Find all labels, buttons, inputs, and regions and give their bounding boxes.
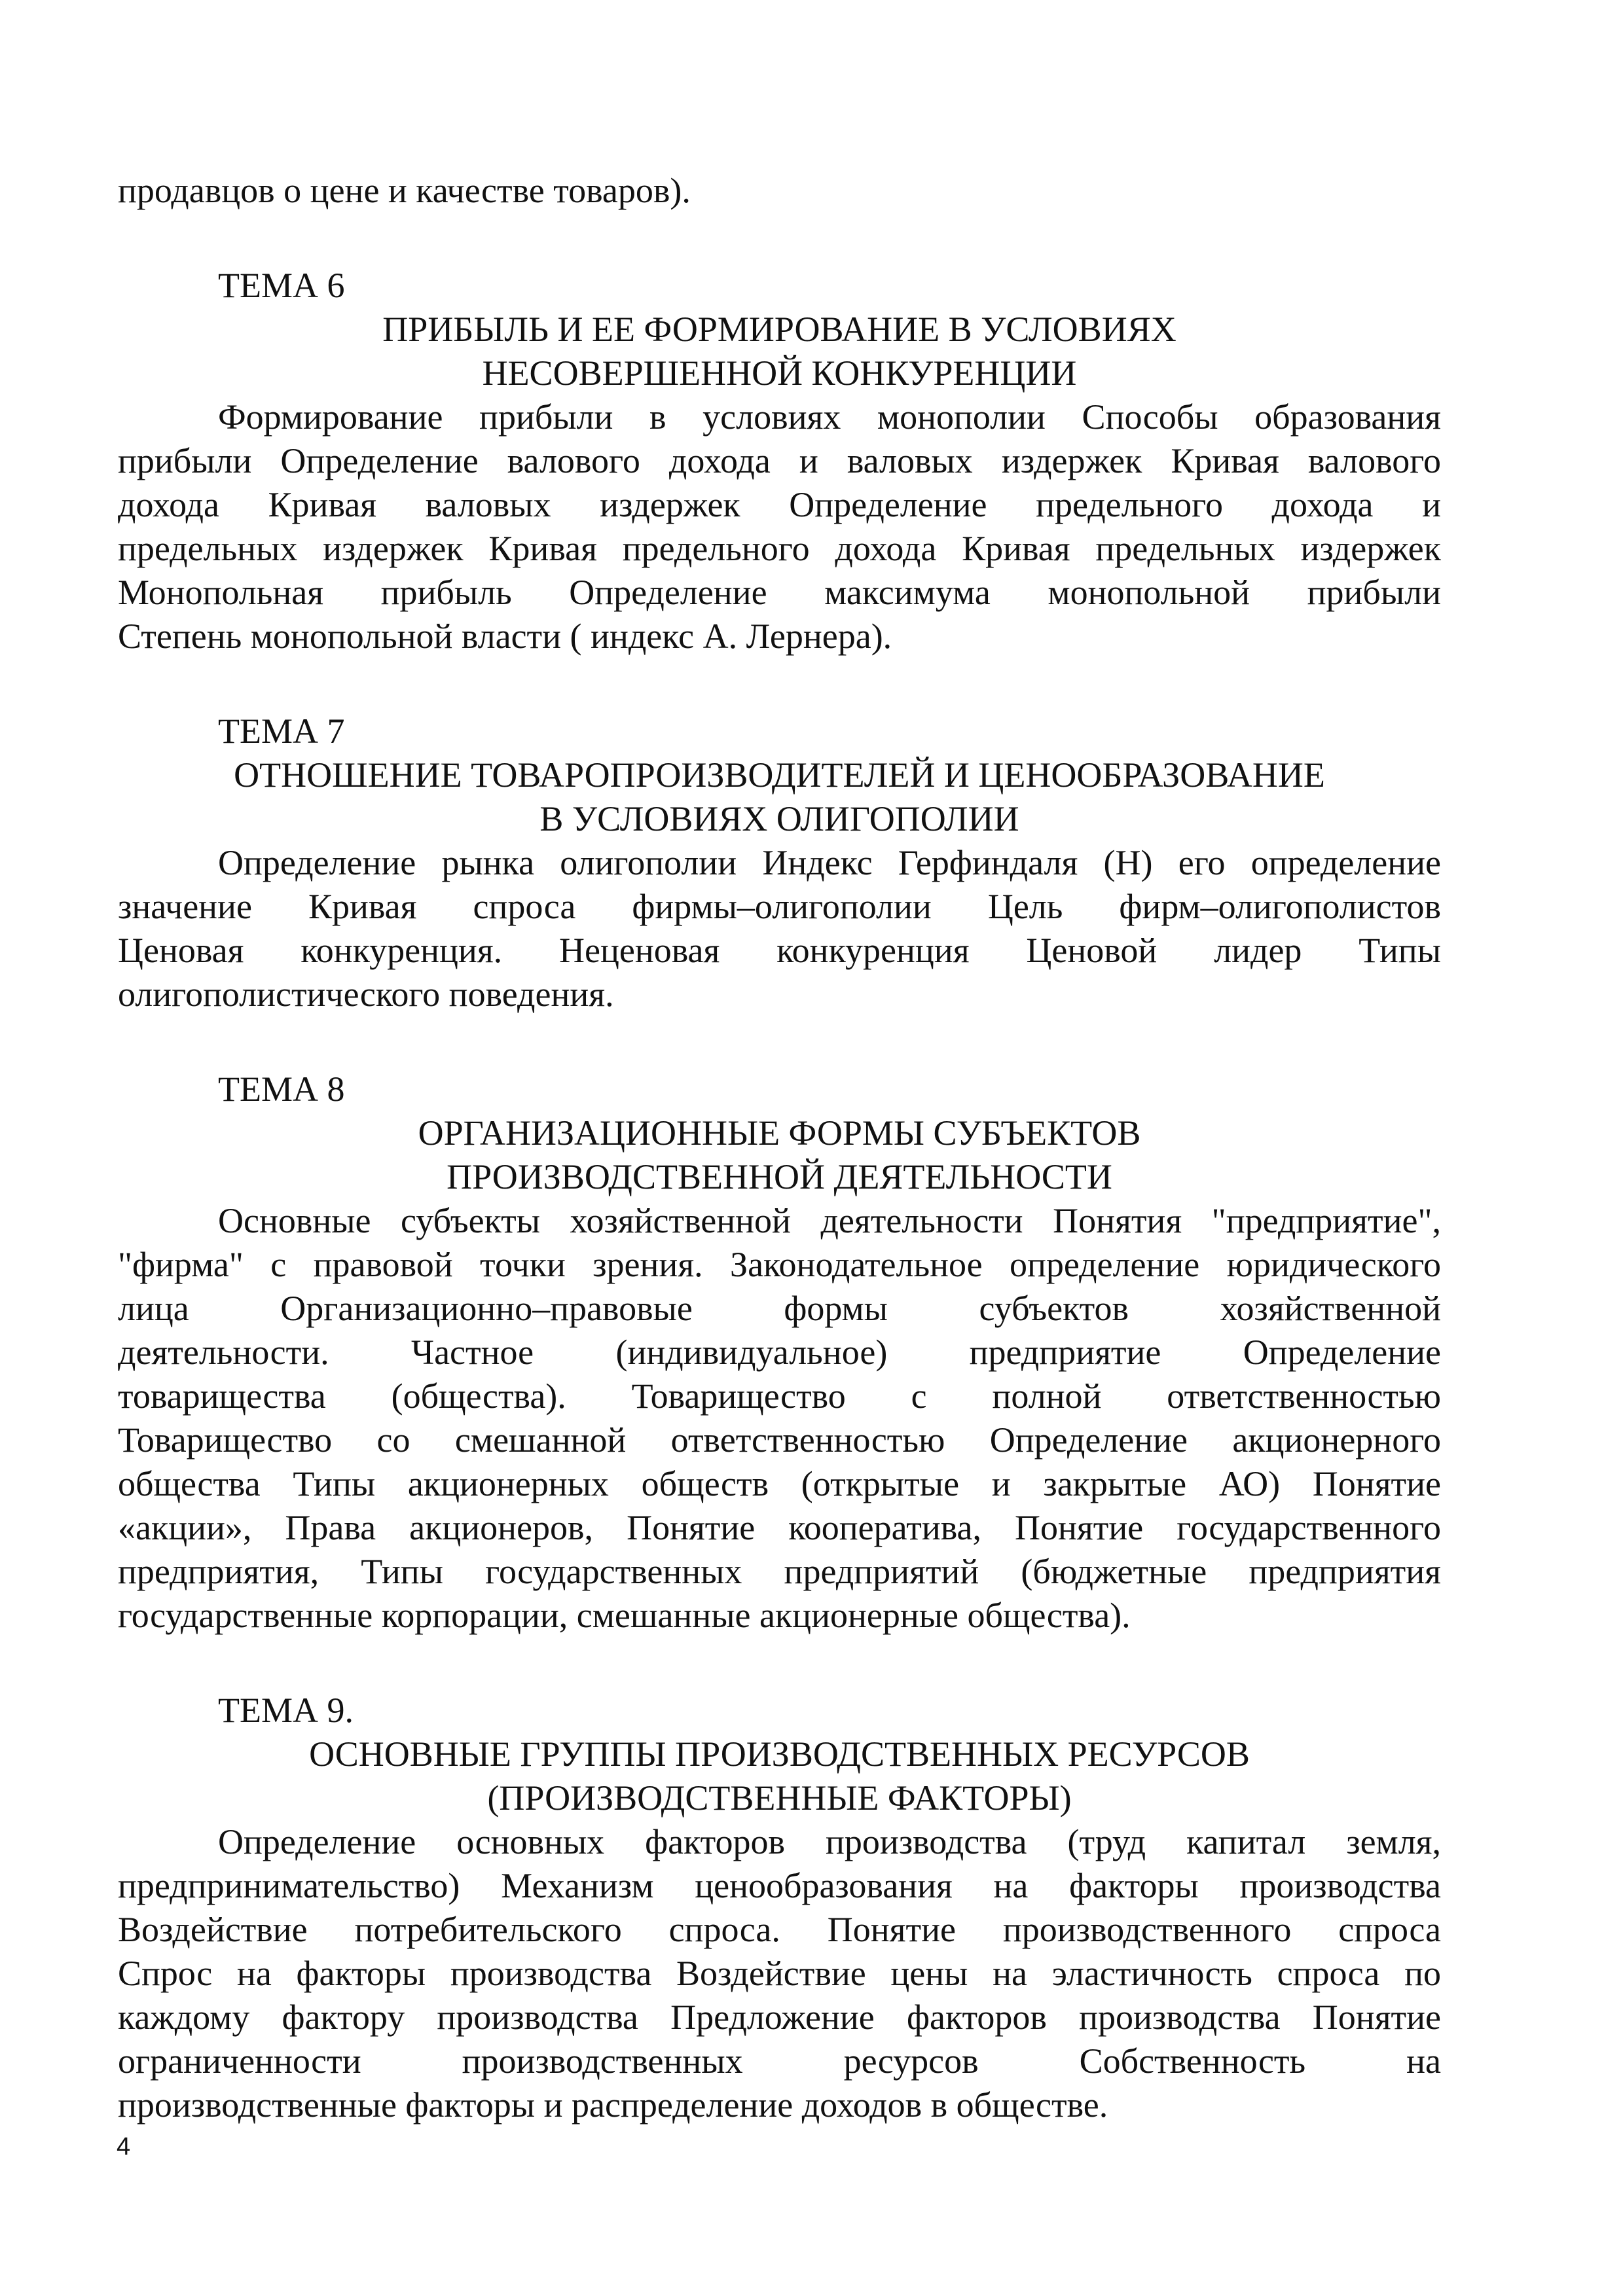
topic-title-line: ОСНОВНЫЕ ГРУППЫ ПРОИЗВОДСТВЕННЫХ РЕСУРСОВ — [309, 1734, 1250, 1774]
body-line: ограниченности производственных ресурсов Собственность на — [118, 2041, 1441, 2081]
topic-title-line: ОРГАНИЗАЦИОННЫЕ ФОРМЫ СУБЪЕКТОВ — [418, 1113, 1141, 1153]
section-topic-8 — [118, 1067, 1441, 1638]
topic-title-line: В УСЛОВИЯХ ОЛИГОПОЛИИ — [539, 799, 1019, 838]
topic-label: ТЕМА 9. — [218, 1691, 354, 1730]
section-topic-7 — [118, 709, 1441, 1016]
topic-label: ТЕМА 6 — [218, 266, 345, 305]
page-number: 4 — [117, 2133, 131, 2161]
body-line: значение Кривая спроса фирмы–олигополии Цель фирм–олигополистов — [118, 887, 1441, 926]
body-line: «акции», Права акционеров, Понятие кооператива, Понятие государственного — [118, 1508, 1441, 1547]
body-line: Ценовая конкуренция. Неценовая конкуренция Ценовой лидер Типы — [118, 931, 1441, 970]
body-line: Монопольная прибыль Определение максимума монопольной прибыли — [118, 573, 1441, 612]
body-line: Спрос на факторы производства Воздействие цены на эластичность спроса по — [118, 1954, 1441, 1993]
body-line: Товарищество со смешанной ответственностью Определение акционерного — [118, 1420, 1441, 1460]
continuation-line: продавцов о цене и качестве товаров). — [118, 171, 691, 210]
body-line: Основные субъекты хозяйственной деятельности Понятия "предприятие", — [218, 1201, 1441, 1240]
body-line: прибыли Определение валового дохода и валовых издержек Кривая валового — [118, 441, 1441, 480]
body-line: Определение основных факторов производства (труд капитал земля, — [218, 1822, 1441, 1861]
body-line: "фирма" с правовой точки зрения. Законодательное определение юридического — [118, 1245, 1441, 1284]
body-line: Определение рынка олигополии Индекс Герфиндаля (Н) его определение — [218, 843, 1441, 882]
body-line: каждому фактору производства Предложение факторов производства Понятие — [118, 1998, 1441, 2037]
topic-label: ТЕМА 7 — [218, 711, 345, 751]
body-line: Степень монопольной власти ( индекс А. Лернера). — [118, 617, 892, 656]
body-line: предприятия, Типы государственных предприятий (бюджетные предприятия — [118, 1552, 1441, 1591]
body-line: предпринимательство) Механизм ценообразования на факторы производства — [118, 1866, 1441, 1905]
section-topic-9 — [118, 1689, 1441, 2127]
topic-title-line: НЕСОВЕРШЕННОЙ КОНКУРЕНЦИИ — [482, 353, 1077, 393]
body-line: олигополистического поведения. — [118, 975, 614, 1014]
body-line: лица Организационно–правовые формы субъектов хозяйственной — [118, 1289, 1441, 1328]
topic-label: ТЕМА 8 — [218, 1069, 345, 1109]
body-line: деятельности. Частное (индивидуальное) предприятие Определение — [118, 1333, 1441, 1372]
body-line: государственные корпорации, смешанные акционерные общества). — [118, 1596, 1131, 1635]
body-line: Формирование прибыли в условиях монополии Способы образования — [218, 397, 1441, 437]
body-line: общества Типы акционерных обществ (открытые и закрытые АО) Понятие — [118, 1464, 1441, 1503]
body-line: товарищества (общества). Товарищество с полной ответственностью — [118, 1376, 1441, 1416]
body-line: предельных издержек Кривая предельного дохода Кривая предельных издержек — [118, 529, 1441, 568]
body-line: Воздействие потребительского спроса. Понятие производственного спроса — [118, 1910, 1441, 1949]
page-content — [118, 169, 1441, 2127]
topic-title-line: ОТНОШЕНИЕ ТОВАРОПРОИЗВОДИТЕЛЕЙ И ЦЕНООБРАЗОВАНИЕ — [234, 755, 1325, 795]
topic-title-line: (ПРОИЗВОДСТВЕННЫЕ ФАКТОРЫ) — [487, 1778, 1072, 1818]
body-line: дохода Кривая валовых издержек Определение предельного дохода и — [118, 485, 1441, 524]
body-line: производственные факторы и распределение доходов в обществе. — [118, 2085, 1108, 2125]
topic-title-line: ПРИБЫЛЬ И ЕЕ ФОРМИРОВАНИЕ В УСЛОВИЯХ — [382, 310, 1176, 349]
topic-title-line: ПРОИЗВОДСТВЕННОЙ ДЕЯТЕЛЬНОСТИ — [447, 1157, 1112, 1196]
section-topic-6 — [118, 264, 1441, 658]
